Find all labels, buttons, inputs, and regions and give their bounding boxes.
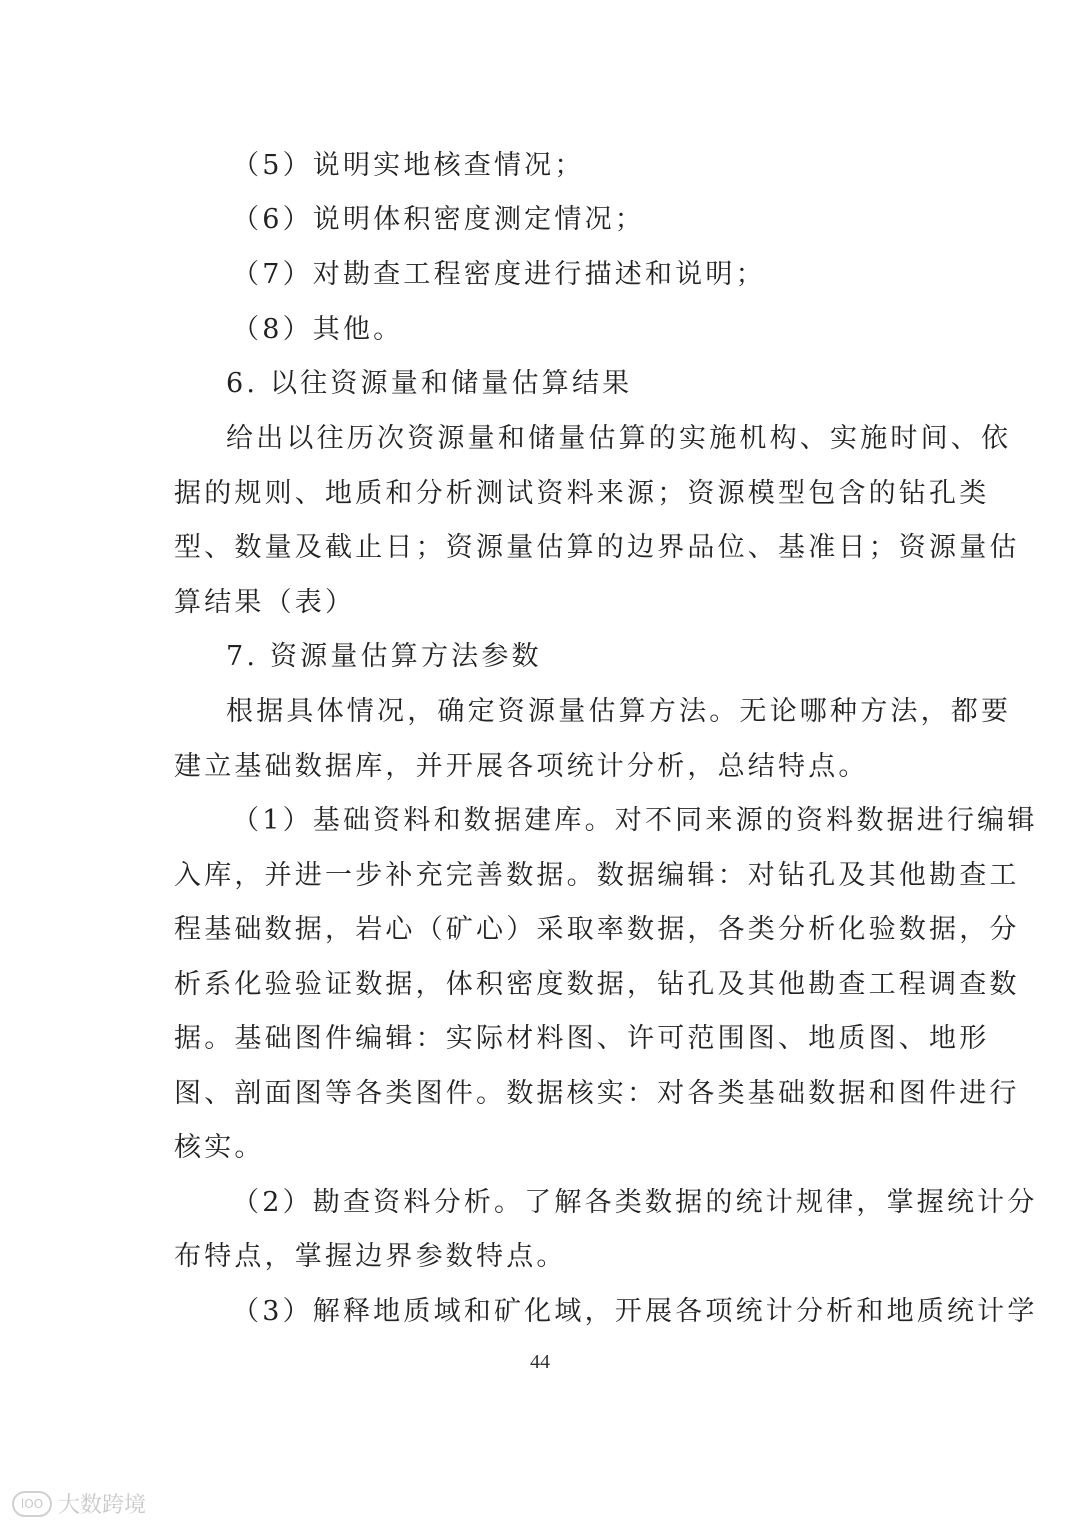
document-page: （5）说明实地核查情况； （6）说明体积密度测定情况； （7）对勘查工程密度进行描述和说明； （8）其他。 6. 以往资源量和储量估算结果 给出以往历次资源量和储量估算的实施机构、实施时间、依 据的规则、地质和分析测试资料来源；资源模型包含的钻孔类 型、数量及截止日；资源量估算的边界品位、基准日；资源量估 算结果（表） 7. 资源量估算方法参数 根据具体情况，确定资源量估算方法。无论哪种方法，都要 建立基础数据库，并开展各项统计分析，总结特点。 （1）基础资料和数据建库。对不同来源的资料数据进行编辑 入库，并进一步补充完善数据。数据编辑：对钻孔及其他勘查工 程基础数据，岩心（矿心）采取率数据，各类分析化验数据，分 析系化验验证数据，体积密度数据，钻孔及其他勘查工程调查数 据。基础图件编辑：实际材料图、许可范围图、地质图、地形 图、剖面图等各类图件。数据核实：对各类基础数据和图件进行 核实。 （2）勘查资料分析。了解各类数据的统计规律，掌握统计分 布特点，掌握边界参数特点。 （3）解释地质域和矿化域，开展各项统计分析和地质统计学 44 lOO 大数跨境: [0, 0, 1080, 1526]
watermark: [12, 1488, 146, 1519]
watermark-text: 大数跨境: [58, 1493, 147, 1518]
watermark-logo: lOO: [12, 1491, 52, 1517]
page-number: 44: [530, 1351, 550, 1373]
